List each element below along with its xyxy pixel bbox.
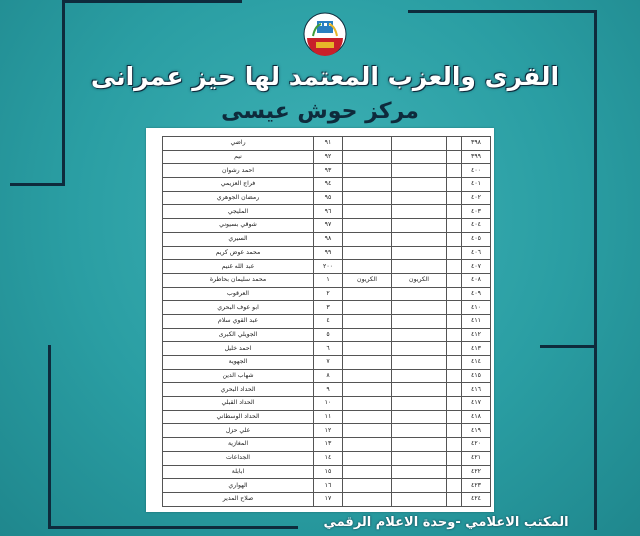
village-name-cell: المليجي [163,205,314,219]
table-row [163,178,491,192]
row-number-cell: ٤٠٦ [462,246,491,260]
serial-cell: ٩٧ [314,219,343,233]
district-cell [392,342,447,356]
village-name-cell: احمد خليل [163,342,314,356]
page-title: القرى والعزب المعتمد لها حيز عمرانى [90,62,560,91]
frame-line-right [594,10,597,530]
frame-line-bottom-left [48,345,51,529]
unit-cell [343,383,392,397]
serial-cell: ٦ [314,342,343,356]
unit-cell [343,451,392,465]
row-number-cell: ٤٠١ [462,178,491,192]
village-name-cell: محمد سليمان بحاطرة [163,273,314,287]
empty-cell [447,178,462,192]
unit-cell [343,342,392,356]
district-cell [392,410,447,424]
table-row [163,438,491,452]
row-number-cell: ٤٠٢ [462,191,491,205]
page-subtitle: مركز حوش عيسى [221,99,419,124]
unit-cell [343,232,392,246]
unit-cell [343,205,392,219]
village-name-cell: الحداد البحري [163,383,314,397]
unit-cell [343,191,392,205]
district-cell [392,205,447,219]
empty-cell [447,410,462,424]
empty-cell [447,369,462,383]
district-cell [392,314,447,328]
row-number-cell: ٤١٥ [462,369,491,383]
table-row [163,301,491,315]
village-name-cell: العرقوب [163,287,314,301]
empty-cell [447,342,462,356]
empty-cell [447,150,462,164]
unit-cell [343,219,392,233]
district-cell [392,164,447,178]
empty-cell [447,219,462,233]
table-row [163,424,491,438]
frame-line-bottom-right [540,345,597,348]
row-number-cell: ٤٢٢ [462,465,491,479]
row-number-cell: ٤٠٤ [462,219,491,233]
unit-cell [343,328,392,342]
table-row [163,219,491,233]
table-row [163,383,491,397]
unit-cell [343,260,392,274]
serial-cell: ٤ [314,314,343,328]
unit-cell [343,301,392,315]
empty-cell [447,301,462,315]
serial-cell: ٩٢ [314,150,343,164]
row-number-cell: ٤٠٨ [462,273,491,287]
village-name-cell: الجهوية [163,356,314,370]
unit-cell [343,356,392,370]
village-name-cell: راضي [163,137,314,151]
district-cell [392,301,447,315]
district-cell [392,137,447,151]
village-name-cell: الهواري [163,479,314,493]
unit-cell [343,492,392,506]
serial-cell: ١٢ [314,424,343,438]
district-cell [392,465,447,479]
row-number-cell: ٤٠٠ [462,164,491,178]
table-row [163,137,491,151]
table-row [163,451,491,465]
table-row [163,314,491,328]
table-row [163,260,491,274]
unit-cell [343,314,392,328]
villages-table-body [163,137,491,507]
unit-cell [343,438,392,452]
district-cell [392,178,447,192]
empty-cell [447,356,462,370]
empty-cell [447,451,462,465]
frame-line-top-left [62,0,65,185]
empty-cell [447,246,462,260]
frame-line-top [62,0,242,3]
district-cell [392,328,447,342]
table-row [163,492,491,506]
village-name-cell: ابو عوف البحري [163,301,314,315]
serial-cell: ٢ [314,287,343,301]
empty-cell [447,260,462,274]
serial-cell: ١٦ [314,479,343,493]
district-cell [392,479,447,493]
serial-cell: ١٠ [314,397,343,411]
serial-cell: ١٣ [314,438,343,452]
unit-cell [343,479,392,493]
village-name-cell: محمد عوض كريم [163,246,314,260]
district-cell [392,424,447,438]
empty-cell [447,479,462,493]
document-sheet [146,128,494,512]
empty-cell [447,438,462,452]
serial-cell: ٢٠٠ [314,260,343,274]
unit-cell [343,369,392,383]
unit-cell [343,397,392,411]
row-number-cell: ٤١٦ [462,383,491,397]
table-row [163,273,491,287]
table-row [163,205,491,219]
empty-cell [447,137,462,151]
row-number-cell: ٤١٩ [462,424,491,438]
empty-cell [447,383,462,397]
table-row [163,232,491,246]
row-number-cell: ٤٠٣ [462,205,491,219]
row-number-cell: ٤١٣ [462,342,491,356]
row-number-cell: ٣٩٨ [462,137,491,151]
table-row [163,479,491,493]
table-row [163,150,491,164]
serial-cell: ٩٤ [314,178,343,192]
table-row [163,410,491,424]
village-name-cell: عبد القوي سلام [163,314,314,328]
serial-cell: ٩ [314,383,343,397]
village-name-cell: المغازية [163,438,314,452]
table-row [163,164,491,178]
table-row [163,369,491,383]
empty-cell [447,492,462,506]
serial-cell: ٩٦ [314,205,343,219]
unit-cell [343,164,392,178]
serial-cell: ٩٥ [314,191,343,205]
unit-cell: الكريون [343,273,392,287]
empty-cell [447,328,462,342]
district-cell [392,232,447,246]
serial-cell: ١٤ [314,451,343,465]
row-number-cell: ٤٠٩ [462,287,491,301]
row-number-cell: ٤١٤ [462,356,491,370]
table-row [163,356,491,370]
village-name-cell: احمد رشوان [163,164,314,178]
table-row [163,191,491,205]
serial-cell: ٥ [314,328,343,342]
empty-cell [447,232,462,246]
empty-cell [447,164,462,178]
empty-cell [447,205,462,219]
district-cell [392,356,447,370]
unit-cell [343,287,392,301]
empty-cell [447,424,462,438]
unit-cell [343,465,392,479]
district-cell [392,438,447,452]
empty-cell [447,465,462,479]
village-name-cell: شهاب الدين [163,369,314,383]
row-number-cell: ٤١٨ [462,410,491,424]
district-cell [392,287,447,301]
table-row [163,397,491,411]
empty-cell [447,397,462,411]
district-cell [392,191,447,205]
unit-cell [343,150,392,164]
serial-cell: ١١ [314,410,343,424]
unit-cell [343,424,392,438]
serial-cell: ٩٩ [314,246,343,260]
village-name-cell: نيم [163,150,314,164]
row-number-cell: ٤٢١ [462,451,491,465]
serial-cell: ٧ [314,356,343,370]
governorate-logo-icon [303,12,347,56]
row-number-cell: ٤٠٥ [462,232,491,246]
unit-cell [343,246,392,260]
footer-credit: المكتب الاعلامي -وحدة الاعلام الرقمي [323,515,569,530]
table-row [163,465,491,479]
village-name-cell: رمضان الجوهري [163,191,314,205]
row-number-cell: ٣٩٩ [462,150,491,164]
serial-cell: ١ [314,273,343,287]
serial-cell: ٩٣ [314,164,343,178]
serial-cell: ٨ [314,369,343,383]
village-name-cell: الجداعات [163,451,314,465]
table-row [163,342,491,356]
row-number-cell: ٤٢٠ [462,438,491,452]
row-number-cell: ٤٢٣ [462,479,491,493]
serial-cell: ٣ [314,301,343,315]
empty-cell [447,273,462,287]
table-row [163,328,491,342]
row-number-cell: ٤١٠ [462,301,491,315]
row-number-cell: ٤١٢ [462,328,491,342]
village-name-cell: فراج العزيمي [163,178,314,192]
unit-cell [343,178,392,192]
village-name-cell: السيري [163,232,314,246]
table-row [163,246,491,260]
serial-cell: ١٧ [314,492,343,506]
district-cell [392,397,447,411]
row-number-cell: ٤١٧ [462,397,491,411]
district-cell [392,383,447,397]
frame-line-top-right [408,10,597,13]
district-cell [392,246,447,260]
village-name-cell: صلاح المدير [163,492,314,506]
serial-cell: ١٥ [314,465,343,479]
village-name-cell: علي حزل [163,424,314,438]
village-name-cell: الجويلي الكبرى [163,328,314,342]
empty-cell [447,191,462,205]
empty-cell [447,287,462,301]
row-number-cell: ٤١١ [462,314,491,328]
frame-line-left-step [10,183,65,186]
district-cell [392,492,447,506]
row-number-cell: ٤٠٧ [462,260,491,274]
district-cell [392,260,447,274]
village-name-cell: عبد الله غنيم [163,260,314,274]
serial-cell: ٩٨ [314,232,343,246]
village-name-cell: شوقي بسيوني [163,219,314,233]
empty-cell [447,314,462,328]
serial-cell: ٩١ [314,137,343,151]
village-name-cell: الحداد الوسطاني [163,410,314,424]
row-number-cell: ٤٢٤ [462,492,491,506]
village-name-cell: الحداد القبلي [163,397,314,411]
unit-cell [343,137,392,151]
district-cell [392,219,447,233]
village-name-cell: ابابلة [163,465,314,479]
unit-cell [343,410,392,424]
frame-line-bottom [48,526,298,529]
district-cell: الكريون [392,273,447,287]
villages-table [162,136,491,507]
district-cell [392,150,447,164]
district-cell [392,369,447,383]
table-row [163,287,491,301]
district-cell [392,451,447,465]
